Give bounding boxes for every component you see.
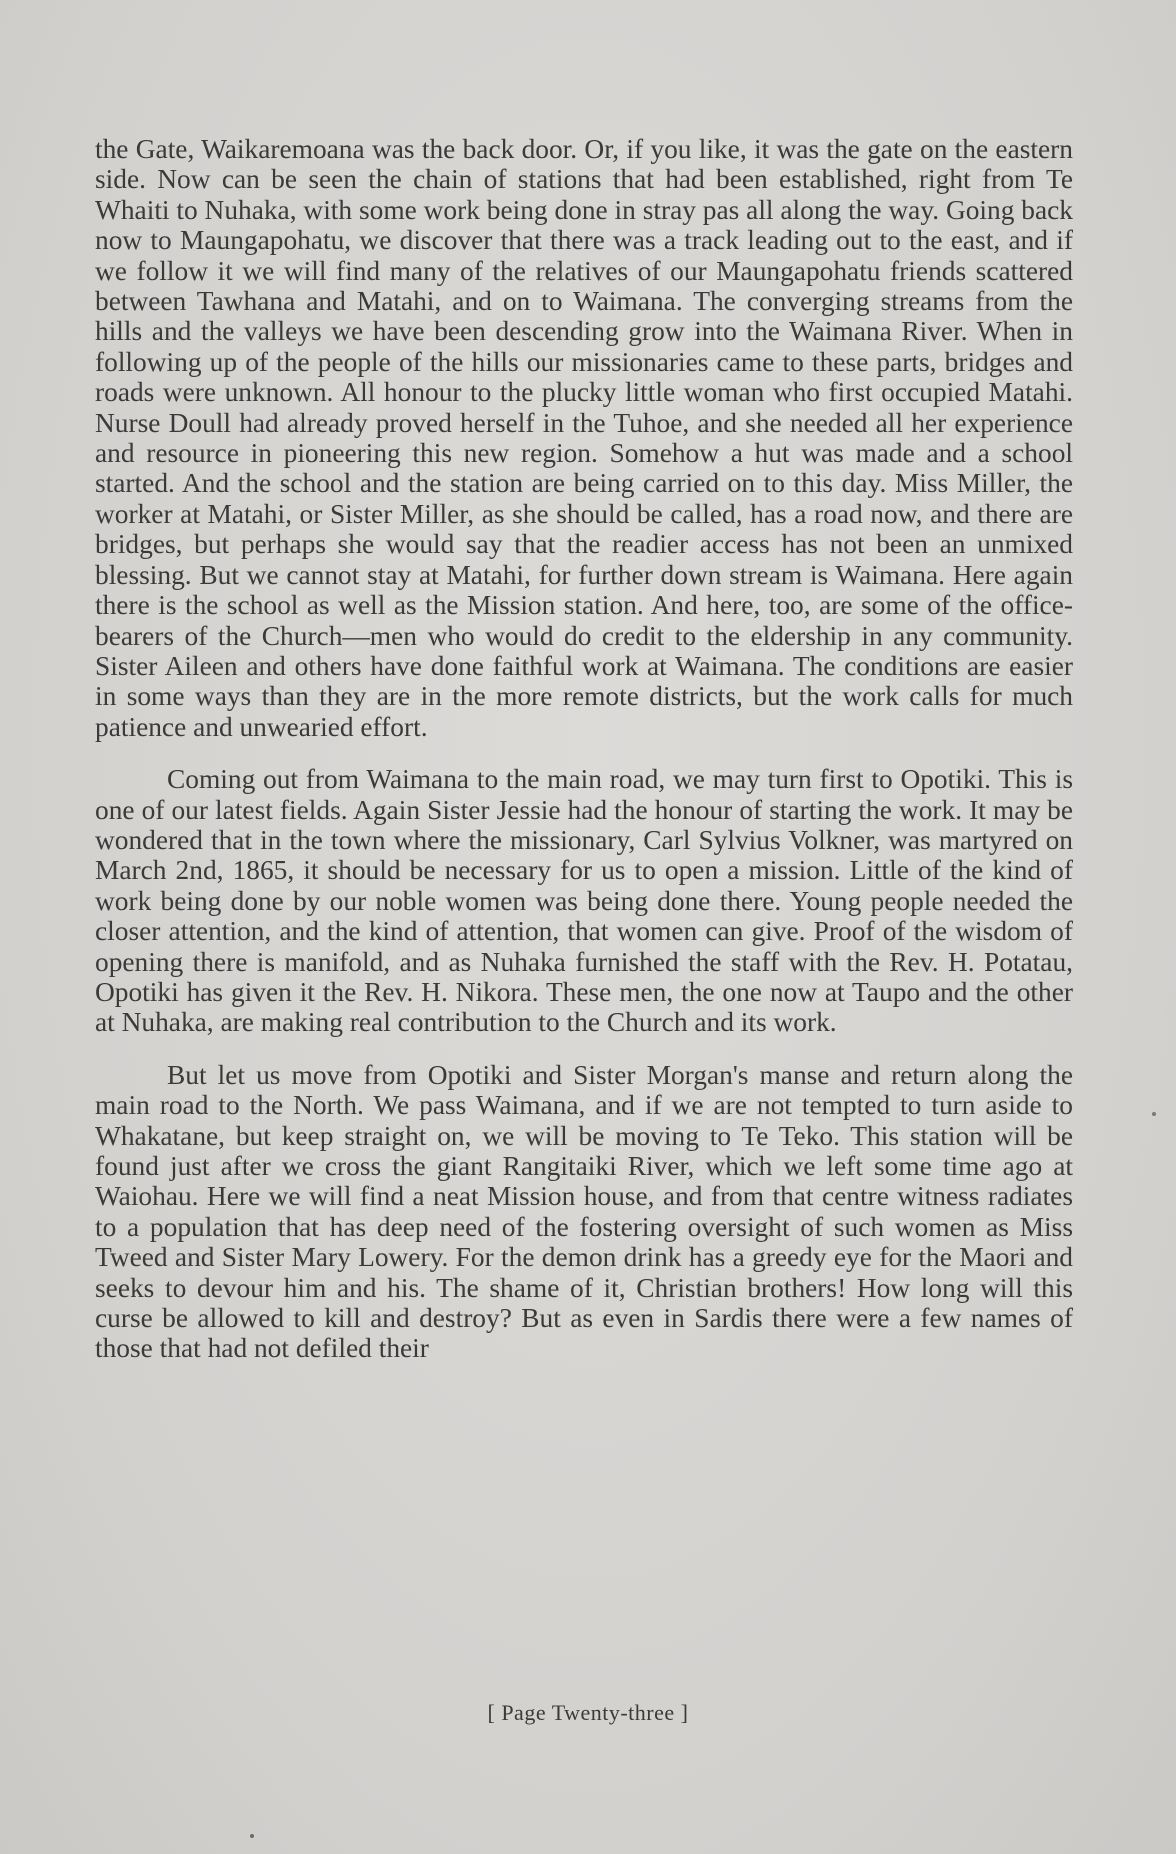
paragraph-opotiki: Coming out from Waimana to the main road, we may turn first to Opotiki. This is one of our latest fields. Again Sister Jessie had the honour of starting the work. It may be wondered that in the town where the missionary, Carl Sylvius Volkner, was martyred on March 2nd, 1865, it should be necessary for us to open a mission. Little of the kind of work being done by our noble women was being done there. Young people needed the closer attention, and the kind of attention, that women can give. Proof of the wisdom of opening there is manifold, and as Nuhaka furnished the staff with the Rev. H. Potatau, Opotiki has given it the Rev. H. Nikora. These men, the one now at Taupo and the other at Nuhaka, are making real contribution to the Church and its work. xyxy=(95,764,1073,1038)
paper-speck xyxy=(250,1834,254,1838)
paragraph-continuation: the Gate, Waikaremoana was the back door. Or, if you like, it was the gate on the eastern side. Now can be seen the chain of stations that had been established, right from Te Whaiti to Nuhaka, with some work being done in stray pas all along the way. Going back now to Maungapohatu, we discover that there was a track leading out to the east, and if we follow it we will find many of the relatives of our Maungapohatu friends scattered between Tawhana and Matahi, and on to Waimana. The converging streams from the hills and the valleys we have been descending grow into the Waimana River. When in following up of the people of the hills our missionaries came to these parts, bridges and roads were unknown. All honour to the plucky little woman who first occupied Matahi. Nurse Doull had already proved herself in the Tuhoe, and she needed all her experience and resource in pioneering this new region. Somehow a hut was made and a school started. And the school and the station are being carried on to this day. Miss Miller, the worker at Matahi, or Sister Miller, as she should be called, has a road now, and there are bridges, but perhaps she would say that the readier access has not been an unmixed blessing. But we cannot stay at Matahi, for further down stream is Waimana. Here again there is the school as well as the Mission station. And here, too, are some of the office-bearers of the Church—men who would do credit to the eldership in any community. Sister Aileen and others have done faithful work at Waimana. The conditions are easier in some ways than they are in the more remote districts, but the work calls for much patience and unwearied effort. xyxy=(95,134,1073,742)
body-text xyxy=(95,134,1073,1364)
page-number-footer: [ Page Twenty-three ] xyxy=(487,1700,689,1725)
paper-speck xyxy=(1152,1112,1156,1116)
paragraph-te-teko: But let us move from Opotiki and Sister Morgan's manse and return along the main road to the North. We pass Waimana, and if we are not tempted to turn aside to Whakatane, but keep straight on, we will be moving to Te Teko. This station will be found just after we cross the giant Rangitaiki River, which we left some time ago at Waiohau. Here we will find a neat Mission house, and from that centre witness radiates to a population that has deep need of the fostering oversight of such women as Miss Tweed and Sister Mary Lowery. For the demon drink has a greedy eye for the Maori and seeks to devour him and his. The shame of it, Christian brothers! How long will this curse be allowed to kill and destroy? But as even in Sardis there were a few names of those that had not defiled their xyxy=(95,1059,1073,1364)
